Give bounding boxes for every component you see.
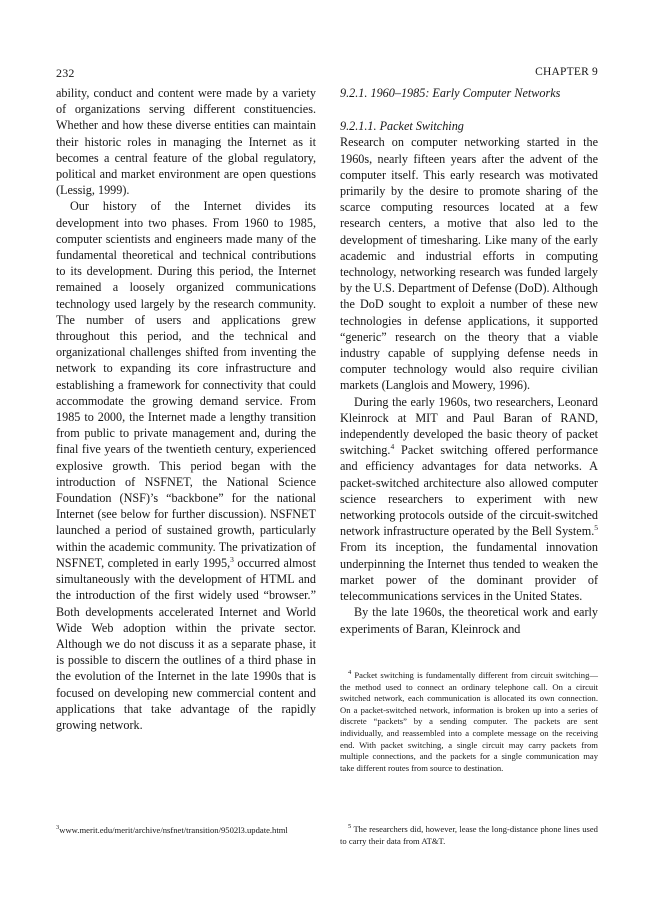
paragraph-text: occurred almost simultaneously with the development of HTML and the introduction of the first widely used “browser.” Both developments accelerated Internet and World Wide Web adoption within the private sector. Although we do not discuss it as a separate phase, it is possible to discern the outlines of a third phase in the evolution of the Internet in the late 1990s that is focused on developing new commercial content and applications that take advantage of the rapidly growing network. [56,555,316,732]
footnote-5 [340,824,598,847]
body-paragraph [56,198,316,733]
footnote-ref: 4 [390,442,395,452]
footnote-ref: 3 [230,554,234,564]
body-paragraph [340,394,598,605]
page-number: 232 [56,66,75,80]
footnote-4 [340,670,598,774]
footnote-label: 3 [56,824,60,832]
subsection-heading: 9.2.1.1. Packet Switching [340,119,464,134]
footnote-text: Packet switching is fundamentally different from circuit switching—the method used to connect an ordinary telephone call. On a circuit switched network, each communication is allocated its own connection. On a packet-switched network, information is broken up into a series of discrete “packets” by a sending computer. The packets are sent individually, and reassembled into a complete message on the receiving end. With packet switching, a single circuit may carry packets from multiple connections, and the packets for a single communication may take different routes from source to destination. [340,670,598,773]
section-heading: 9.2.1. 1960–1985: Early Computer Networks [340,86,561,100]
right-column [340,85,598,637]
footnote-text: The researchers did, however, lease the long-distance phone lines used to carry their data from AT&T. [340,824,598,846]
footnote-url[interactable]: www.merit.edu/merit/archive/nsfnet/transition/9502l3.update.html [59,825,288,835]
footnote-label: 5 [348,823,352,831]
heading-spacer [340,101,598,118]
running-header [56,66,598,84]
paragraph-text: Packet switching offered performance and efficiency advantages for data networks. A packet-switched architecture also allowed computer science researchers to experiment with new networking protocols outside of the circuit-switched network infrastructure operated by the Bell System. [340,443,598,539]
paragraph-text: During the early 1960s, two researchers, Leonard Kleinrock at MIT and Paul Baran of RAND, independently developed the basic theory of packet switching. [340,394,598,458]
paragraph-text: From its inception, the fundamental innovation underpinning the Internet thus tended to weaken the market power of the dominant provider of telecommunications services in the United States. [340,540,598,604]
body-paragraph: ability, conduct and content were made by a variety of organizations serving different constituencies. Whether and how these diverse entities can maintain their historic roles in managing the Internet as it becomes a central feature of the global regulatory, political and market environment are open questions (Lessig, 1999). [56,86,316,198]
chapter-label: CHAPTER 9 [535,66,598,78]
body-paragraph: By the late 1960s, the theoretical work and early experiments of Baran, Kleinrock and [340,605,598,636]
body-paragraph: Research on computer networking started in the 1960s, nearly fifteen years after the advent of the computer itself. This early research was motivated primarily by the desire to promote sharing of the scarce computing resources located at a few research centers, a motive that also led to the development of timesharing. Like many of the early academic and industrial efforts in computing technology, networking research was funded largely by the U.S. Department of Defense (DoD). Although the DoD sought to exploit a number of these new technologies in defense applications, it supported “generic” research on the theory that a viable industry capable of supplying defense needs in computer technology would also require civilian markets (Langlois and Mowery, 1996). [340,135,598,393]
left-column [56,85,316,733]
footnote-ref: 5 [594,523,598,533]
paragraph-text: Our history of the Internet divides its development into two phases. From 1960 to 1985, computer scientists and engineers made many of the fundamental theoretical and technical contributions to its development. During this period, the Internet remained a loosely organized communications technology used largely by the research community. The number of users and applications grew throughout this period, and the technical and organizational challenges shifted from inventing the network to expanding its core infrastructure and establishing a framework for connectivity that could accommodate the growing demand service. From 1985 to 2000, the Internet made a lengthy transition from public to private management and, during the final five years of the twentieth century, experienced explosive growth. This period began with the introduction of NSFNET, the National Science Foundation (NSF)’s “backbone” for the national Internet (see below for further discussion). NSFNET launched a period of sustained growth, particularly within the academic community. The privatization of NSFNET, completed in early 1995, [56,199,316,570]
footnote-label: 4 [348,669,352,677]
footnote-3 [56,824,316,837]
